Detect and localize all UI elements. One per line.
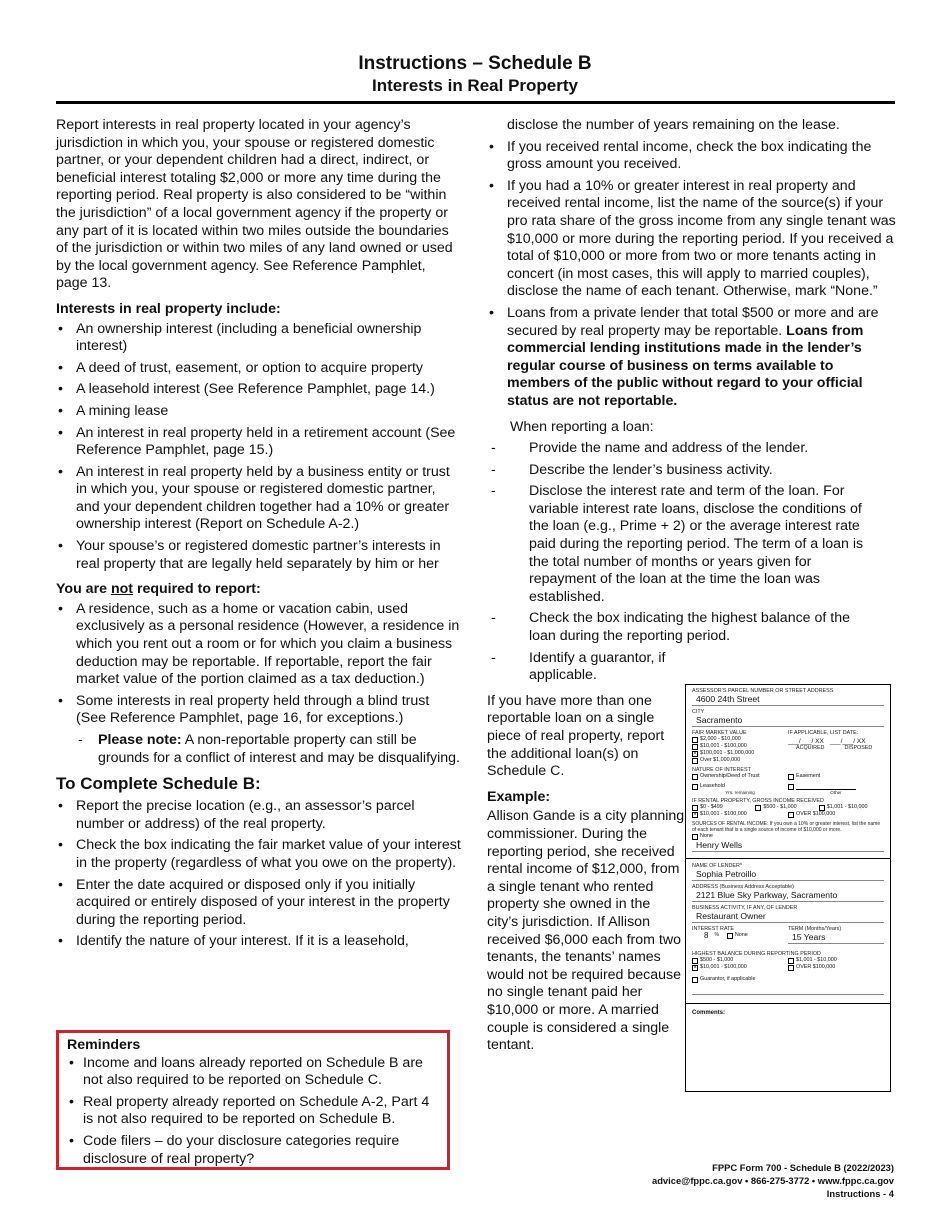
option-label: None (734, 932, 748, 938)
list-item: • A leasehold interest (See Reference Pamphlet, page 14.) (56, 381, 461, 399)
list-item: - Disclose the interest rate and term of the loan. For variable interest rate loans, disclose the conditions of the loan (e.g., Prime + 2) or the average interest rate paid during the reporting period. The term of a loan is the total number of months or years given for repayment of the loan at the time the loan was established. (487, 483, 877, 606)
option-label: $10,001 - $100,000 (700, 964, 747, 970)
sample-schedule-b-form (685, 684, 891, 1092)
checkbox (692, 958, 698, 964)
disposed-label: DISPOSED (844, 745, 873, 751)
checkbox (788, 958, 794, 964)
pct-sign: % (714, 932, 719, 938)
checkbox (788, 812, 794, 818)
option-label: Easement (796, 773, 821, 779)
option-label: Ownership/Deed of Trust (700, 773, 760, 779)
acquired-label: ACQUIRED (796, 745, 825, 751)
rate-value: 8 (704, 931, 709, 940)
option-label: $1,001 - $10,000 (796, 957, 837, 963)
reminders-list (67, 1055, 439, 1169)
when-reporting: When reporting a loan: (510, 418, 654, 435)
rental-label: IF RENTAL PROPERTY, GROSS INCOME RECEIVED (692, 798, 824, 804)
address-value: 2121 Blue Sky Parkway, Sacramento (692, 890, 884, 902)
list-item: • An interest in real property held in a retirement account (See Reference Pamphlet, page 15.) (56, 425, 461, 460)
continued-text: disclose the number of years remaining on the lease. (507, 117, 840, 133)
option-label: $100,001 - $1,000,000 (700, 750, 755, 756)
example-label: Example: (487, 788, 551, 805)
lender-label: NAME OF LENDER* (692, 863, 743, 869)
date-acquired: ___/___/ XX (788, 738, 824, 745)
checkbox-item (692, 804, 755, 811)
parcel-label: ASSESSOR’S PARCEL NUMBER OR STREET ADDRESS (692, 688, 834, 694)
checkbox-item (692, 976, 884, 983)
checkbox-item (692, 811, 788, 818)
include-list (56, 321, 461, 574)
checkbox-item (788, 811, 884, 818)
example-paragraph: Allison Gande is a city planning commissioner. During the reporting period, she received rental income of $12,000, from a single tenant who rented property she owned in the city’s jurisdiction. If Allison received $6,000 each from two tenants, the tenants’ names would not be required because no single tenant paid her $10,000 or more. A married couple is considered a single tentant. (487, 808, 685, 1054)
fmv-label: FAIR MARKET VALUE (692, 730, 747, 736)
address-label: ADDRESS (Business Address Acceptable) (692, 884, 794, 890)
balance-label: HIGHEST BALANCE DURING REPORTING PERIOD (692, 951, 821, 957)
note-text: A non-reportable property can still be grounds for a conflict of interest and may be disqualifying. (98, 732, 460, 766)
option-label: $10,001 - $100,000 (700, 811, 747, 817)
checkbox-item (692, 773, 788, 780)
checkbox-item (788, 964, 884, 971)
checkbox-item (788, 783, 884, 790)
list-item: • Some interests in real property held through a blind trust (See Reference Pamphlet, page 16, for exceptions.) (56, 693, 461, 728)
checkbox (788, 784, 794, 790)
list-item: • Identify the nature of your interest. If it is a leasehold, (56, 933, 461, 951)
list-item: • Enter the date acquired or disposed only if you initially acquired or entirely disposed of your interest in the property during the reporting period. (56, 877, 461, 930)
include-heading: Interests in real property include: (56, 300, 281, 317)
checkbox-item (692, 783, 788, 790)
checkbox (692, 784, 698, 790)
list-item: • Check the box indicating the fair market value of your interest in the property (regardless of what you owe on the property). (56, 837, 461, 872)
list-item: • If you received rental income, check the box indicating the gross amount you received. (487, 139, 897, 174)
option-label: Guarantor, if applicable (700, 976, 756, 982)
city-label: CITY (692, 709, 705, 715)
checkbox-item (692, 736, 788, 743)
complete-heading: To Complete Schedule B: (56, 774, 261, 794)
checkbox (788, 965, 794, 971)
checkbox-item (692, 964, 788, 971)
page-header (56, 52, 894, 96)
list-item: - Describe the lender’s business activity. (487, 462, 877, 480)
option-label: $1,001 - $10,000 (826, 804, 868, 810)
heading-underlined: not (110, 581, 133, 598)
checkbox-item (692, 743, 788, 750)
left-column (56, 117, 461, 955)
activity-value: Restaurant Owner (692, 911, 884, 923)
date-label: IF APPLICABLE, LIST DATE: (788, 730, 859, 736)
checkbox-item (819, 804, 884, 811)
option-label: $500 - $1,000 (700, 957, 734, 963)
checkbox-item (692, 757, 788, 764)
list-item: - Identify a guarantor, if applicable. (487, 650, 687, 685)
page-subtitle: Interests in Real Property (372, 76, 578, 95)
option-label: OVER $100,000 (796, 964, 836, 970)
not-required-heading (56, 581, 461, 599)
complete-list (56, 798, 461, 951)
activity-label: BUSINESS ACTIVITY, IF ANY, OF LENDER (692, 905, 798, 911)
right-list (487, 139, 897, 411)
checkbox-item (692, 957, 788, 964)
sources-label: SOURCES OF RENTAL INCOME: If you own a 10% or greater interest, list the name of each tenant that is a single source of income of $10,000 or more. (692, 821, 881, 833)
list-item: • A mining lease (56, 403, 461, 421)
list-item: • An ownership interest (including a beneficial ownership interest) (56, 321, 461, 356)
checkbox (692, 774, 698, 780)
loan-text: Loans from a private lender that total $500 or more and are secured by real property may be reportable. (507, 304, 879, 339)
option-label: $2,000 - $10,000 (700, 736, 741, 742)
tenant-value: Henry Wells (692, 840, 884, 852)
list-item: • If you had a 10% or greater interest in real property and received rental income, list the name of the source(s) if your pro rata share of the gross income from any single tenant was $10,000 or more during the reporting period. If you received a total of $10,000 or more from two or more tenants acting in concert (in most cases, this will apply to married couples), disclose the name of each tenant. Otherwise, mark “None.” (487, 178, 897, 301)
other-label: Other (830, 790, 842, 795)
option-label: OVER $100,000 (796, 811, 836, 817)
not-required-list (56, 601, 461, 728)
page-title: Instructions – Schedule B (358, 53, 592, 74)
heading-text: You are (56, 581, 111, 598)
reminders-title: Reminders (67, 1037, 141, 1053)
yrs-label: Yrs. remaining (725, 790, 755, 795)
note (56, 732, 461, 767)
comments-label: Comments: (692, 1010, 726, 1016)
list-item: • Income and loans already reported on Schedule B are not also required to be reported on Schedule C. (67, 1055, 439, 1090)
term-value: 15 Years (788, 932, 884, 944)
list-item: • Code filers – do your disclosure categories require disclosure of real property? (67, 1133, 439, 1168)
loan-bold-text: Loans from commercial lending institutions made in the lender’s regular course of business on terms available to members of the public without regard to your official status are not reportable. (507, 322, 864, 409)
multi-loan-paragraph: If you have more than one reportable loan on a single piece of real property, report the additional loan(s) on Schedule C. (487, 692, 665, 780)
option-label: None (700, 833, 713, 839)
checkbox-item (692, 833, 884, 840)
nature-label: NATURE OF INTEREST (692, 767, 751, 773)
term-label: TERM (Months/Years) (788, 926, 842, 932)
checkbox (692, 977, 698, 983)
list-item: - Provide the name and address of the lender. (487, 440, 877, 458)
checkbox (755, 805, 761, 811)
checkbox (692, 744, 698, 750)
option-label: Leasehold (700, 783, 725, 789)
option-label: $10,001 - $100,000 (700, 743, 747, 749)
form-id: FPPC Form 700 - Schedule B (2022/2023) (712, 1162, 894, 1173)
checkbox (692, 805, 698, 811)
checkbox (692, 834, 698, 840)
list-item: • Your spouse’s or registered domestic partner’s interests in real property that are legally held separately by him or her (56, 538, 461, 573)
checkbox (692, 737, 698, 743)
checked-box-icon: × (693, 811, 697, 818)
list-item: • A residence, such as a home or vacation cabin, used exclusively as a personal residence (However, a residence in which you rent out a room or for which you claim a business deduction may be reportable. If reportable, report the fair market value of the portion claimed as a tax deduction.) (56, 601, 461, 689)
checkbox-item (692, 750, 788, 757)
checked-box-icon: × (693, 964, 697, 971)
checkbox-item (788, 957, 884, 964)
checkbox (727, 933, 733, 939)
list-item (487, 305, 897, 411)
checkbox-item (755, 804, 818, 811)
page-footer (652, 1161, 894, 1200)
list-item: • A deed of trust, easement, or option to acquire property (56, 360, 461, 378)
rate-label: INTEREST RATE (692, 926, 735, 932)
note-label: Please note: (98, 732, 182, 748)
city-value: Sacramento (692, 715, 884, 727)
checkbox (788, 774, 794, 780)
lender-value: Sophia Petroillo (692, 869, 884, 881)
loan-steps (487, 440, 877, 685)
date-disposed: ___/___/ XX (829, 738, 866, 745)
reminders-box (56, 1030, 450, 1170)
checked-box-icon: × (693, 750, 697, 757)
list-item: - Check the box indicating the highest balance of the loan during the reporting period. (487, 610, 877, 645)
heading-text: required to report: (133, 581, 261, 598)
parcel-value: 4600 24th Street (692, 694, 884, 706)
option-label: $0 - $499 (700, 804, 723, 810)
list-item: • Report the precise location (e.g., an assessor’s parcel number or address) of the real property. (56, 798, 461, 833)
option-label: Over $1,000,000 (700, 757, 741, 763)
list-item: • An interest in real property held by a business entity or trust in which you, your spouse or registered domestic partner, and your dependent children together had a 10% or greater ownership interest (Report on Schedule A-2.) (56, 464, 461, 534)
list-item: • Real property already reported on Schedule A-2, Part 4 is not also required to be reported on Schedule B. (67, 1094, 439, 1129)
contact-line: advice@fppc.ca.gov • 866-275-3772 • www.fppc.ca.gov (651, 1175, 894, 1186)
header-rule (56, 101, 895, 104)
intro-paragraph: Report interests in real property located in your agency’s jurisdiction in which you, your spouse or registered domestic partner, or your dependent children had a direct, indirect, or beneficial interest totaling $2,000 or more any time during the reporting period. Real property is also considered to be “within the jurisdiction” of a local government agency if the property or any part of it is located within two miles outside the boundaries of the jurisdiction or within two miles of any land owned or used by the local government agency. See Reference Pamphlet, page 13. (56, 117, 453, 292)
option-label: $500 - $1,000 (763, 804, 797, 810)
checkbox (692, 758, 698, 764)
checkbox (819, 805, 825, 811)
checkbox-item (788, 773, 884, 780)
page-number: Instructions - 4 (826, 1188, 894, 1199)
